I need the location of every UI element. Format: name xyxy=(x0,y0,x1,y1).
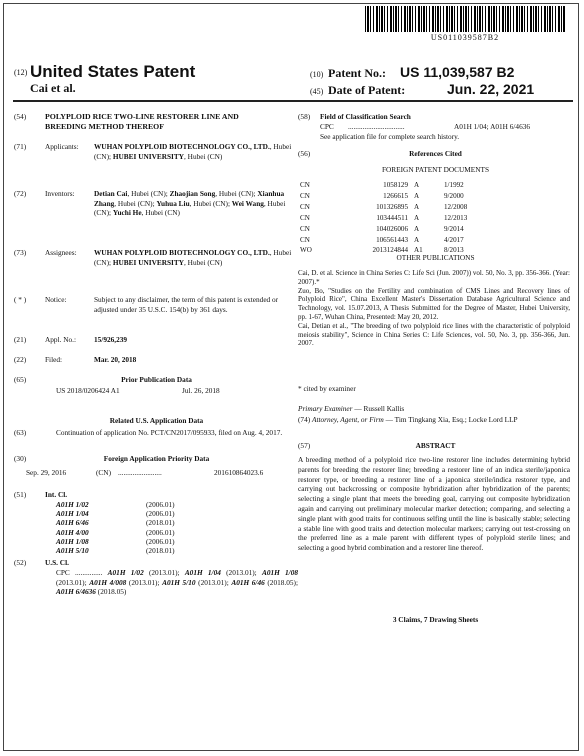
other-pubs-list xyxy=(298,269,573,384)
cpc-class: A01H 1/08 xyxy=(261,568,299,577)
appl-no-section xyxy=(14,335,299,355)
cpc-class: A01H 1/04 xyxy=(184,568,221,577)
intcl-list xyxy=(14,500,299,558)
assignee-1: WUHAN POLYPLOID BIOTECHNOLOGY CO., LTD. xyxy=(94,248,270,257)
foreign-title: Foreign Application Priority Data xyxy=(103,454,210,463)
foreign-doc-country: CN xyxy=(300,213,310,222)
intcl-code: (51) xyxy=(14,490,27,499)
foreign-doc-country: CN xyxy=(300,181,310,189)
header-code-12: (12) xyxy=(14,68,28,77)
foreign-docs-list xyxy=(298,179,573,253)
foreign-priority-heading xyxy=(14,454,299,468)
assignees-value xyxy=(94,248,299,267)
foreign-doc-number: 2013124844 xyxy=(372,246,408,255)
barcode-number: US011039587B2 xyxy=(430,33,500,42)
field-cpc-label: CPC xyxy=(320,122,334,131)
inventors-code: (72) xyxy=(14,189,27,198)
foreign-doc-row xyxy=(300,236,467,245)
attorney-label: Attorney, Agent, or Firm xyxy=(312,415,384,424)
inventor-location: , Hubei (CN) xyxy=(141,208,180,218)
header-code-10: (10) xyxy=(310,70,324,79)
notice-text: Subject to any disclaimer, the term of this patent is extended or adjusted under 35 U.S.C. 154(b) by 361 days. xyxy=(94,295,279,314)
related-code: (63) xyxy=(14,428,27,437)
related-title: Related U.S. Application Data xyxy=(109,416,204,425)
assignees-section xyxy=(14,248,299,295)
inventor-name: Yuchi He xyxy=(112,208,142,218)
appl-label: Appl. No.: xyxy=(45,335,77,344)
left-column xyxy=(14,112,299,608)
intcl-heading xyxy=(14,490,299,500)
foreign-doc-number: 1058129 xyxy=(383,181,408,189)
assignee-2: HUBEI UNIVERSITY xyxy=(112,257,185,267)
intcl-version: (2018.01) xyxy=(146,518,175,528)
examiner-name: — Russell Kallis xyxy=(352,404,405,413)
cpc-text xyxy=(56,568,298,597)
foreign-doc-date: 9/2000 xyxy=(444,191,464,200)
foreign-docs-heading xyxy=(298,165,573,179)
examiner-label: Primary Examiner xyxy=(298,404,353,413)
examiner-row xyxy=(298,404,573,415)
cpc-class: A01H 5/10 xyxy=(162,577,196,587)
field-cpc-row xyxy=(298,122,573,132)
other-pub-item: Cai, Detian et al., "The breeding of two polyploid rice lines with the characteristic of polyploid meiosis stability", Science in China Series C: Life Sciences, vol. 50, No. 3, pp. 356-366, Jun. 2007. xyxy=(298,321,570,348)
intcl-class: A01H 1/08 xyxy=(56,536,89,546)
abstract-text: A breeding method of a polyploid rice two-line restorer line includes determining hybrid parents for breeding the restorer line; breeding a restorer line of an indica sterile/japonica restorer type, or breeding a restorer line of a japonica sterile/indica restorer type, and carrying out backcrossing or composite hybridization after hybridization of the parents; selecting a single plant that meets the breeding goal, carrying out composite hybridization again and carrying out preliminary molecular marker detection; comparing, and selecting a single plant with good traits for continuous selfing until the line is basically stable; selecting a stable line with good traits and detection molecular markers; carrying out test-crossing on the preferred line as a male parent with different types of polyploid sterile lines; and selecting a good hybrid combination and a restorer line thereof. xyxy=(298,455,570,553)
attorney-row xyxy=(298,415,573,441)
related-section xyxy=(14,428,299,454)
foreign-date: Sep. 29, 2016 xyxy=(26,468,67,477)
related-heading xyxy=(14,416,299,428)
foreign-doc-date: 1/1992 xyxy=(444,181,464,189)
inventor-location: , Hubei (CN); xyxy=(114,198,157,208)
foreign-docs-table xyxy=(298,179,469,257)
foreign-doc-row xyxy=(300,181,467,190)
prior-pub-row xyxy=(14,386,299,416)
other-pubs-heading xyxy=(298,253,573,269)
cpc-version: (2013.01); xyxy=(195,577,232,587)
cpc-dots: ............... xyxy=(75,568,103,577)
patent-date: Jun. 22, 2021 xyxy=(447,81,535,97)
intcl-class: A01H 6/46 xyxy=(56,518,89,528)
uscl-code: (52) xyxy=(14,558,27,567)
notice-code: ( * ) xyxy=(14,295,27,304)
field-cpc-dots: ............................... xyxy=(348,122,405,131)
date-label: Date of Patent: xyxy=(328,83,406,97)
intcl-row xyxy=(56,546,175,555)
inventor-name: Wei Wang xyxy=(231,198,264,208)
abstract-section xyxy=(298,455,573,615)
abstract-title: ABSTRACT xyxy=(415,441,456,450)
foreign-doc-date: 4/2017 xyxy=(444,235,464,244)
intcl-version: (2006.01) xyxy=(146,500,175,509)
foreign-doc-row xyxy=(300,214,467,223)
field-heading xyxy=(298,112,573,122)
cpc-label: CPC xyxy=(56,568,70,577)
foreign-doc-row xyxy=(300,192,467,201)
intcl-class: A01H 1/04 xyxy=(56,509,89,519)
cpc-version: (2013.01); xyxy=(220,568,262,577)
attorney-name: — Tim Tingkang Xia, Esq.; Locke Lord LLP xyxy=(383,415,518,424)
prior-code: (65) xyxy=(14,375,27,384)
inventor-name: Zhaojian Song xyxy=(169,189,216,198)
refs-heading xyxy=(298,149,573,165)
foreign-doc-date: 9/2014 xyxy=(444,224,464,233)
related-text: Continuation of application No. PCT/CN2017/095933, filed on Aug. 4, 2017. xyxy=(56,428,283,437)
intcl-row xyxy=(56,500,175,509)
cited-by-row xyxy=(298,384,573,404)
title-section xyxy=(14,112,299,142)
foreign-doc-number: 106561443 xyxy=(376,235,408,244)
intcl-table xyxy=(56,500,175,555)
barcode xyxy=(365,6,565,32)
inventor-name: Xianhua Zhang xyxy=(94,189,285,208)
cpc-section xyxy=(14,568,299,608)
cpc-version: (2018.05); xyxy=(264,577,298,587)
inventor-short: Cai et al. xyxy=(30,81,76,95)
assignee-1-location: , Hubei (CN); xyxy=(94,248,292,267)
filed-label: Filed: xyxy=(45,355,63,364)
other-pub-item: Zuo, Bo, "Studies on the Fertility and combination of CMS Lines and Recovery lines of Polyploid Rice", China Excellent Master's Dissertation Database Agricultural Science and Technology, vol. 15.07.2013, A Thesis Submitted for the Degree of Master, Hubei University, pp. 1-67, Wuhan China, Presented: May 20, 2012. xyxy=(298,286,570,321)
patent-no-label: Patent No.: xyxy=(328,66,386,80)
foreign-doc-kind: A xyxy=(414,191,420,200)
foreign-number: 201610864023.6 xyxy=(214,468,264,477)
foreign-priority-row xyxy=(14,468,299,490)
intcl-title: Int. Cl. xyxy=(45,490,68,499)
foreign-doc-date: 12/2008 xyxy=(444,202,468,211)
field-see-row xyxy=(298,132,573,149)
applicants-code: (71) xyxy=(14,142,27,151)
header-code-45: (45) xyxy=(310,87,324,96)
header-rule xyxy=(13,100,573,102)
inventor-location: , Hubei (CN); xyxy=(215,189,258,198)
intcl-class: A01H 5/10 xyxy=(56,546,89,556)
foreign-doc-date: 8/2013 xyxy=(444,246,464,255)
foreign-doc-number: 101326895 xyxy=(376,202,408,211)
foreign-doc-kind: A xyxy=(414,224,420,233)
applicant-1-location: , Hubei (CN); xyxy=(94,142,292,161)
intcl-version: (2006.01) xyxy=(146,509,175,519)
appl-number: 15/926,239 xyxy=(94,335,128,344)
field-code: (58) xyxy=(298,112,311,121)
cpc-version: (2013.01); xyxy=(56,577,90,587)
right-column xyxy=(298,112,573,627)
inventor-location: , Hubei (CN); xyxy=(127,189,170,198)
foreign-doc-country: CN xyxy=(300,191,310,200)
foreign-doc-kind: A xyxy=(414,181,420,189)
applicants-section xyxy=(14,142,299,189)
inventors-label: Inventors: xyxy=(45,189,75,198)
foreign-doc-date: 12/2013 xyxy=(444,213,468,222)
uscl-title: U.S. Cl. xyxy=(45,558,69,567)
intcl-class: A01H 1/02 xyxy=(56,500,89,509)
cpc-class: A01H 6/4636 xyxy=(56,587,96,597)
filed-code: (22) xyxy=(14,355,27,364)
applicant-2-location: , Hubei (CN) xyxy=(184,151,223,161)
foreign-doc-country: CN xyxy=(300,224,310,233)
foreign-doc-row xyxy=(300,225,467,234)
foreign-doc-country: CN xyxy=(300,235,310,244)
prior-pub-number: US 2018/0206424 A1 xyxy=(56,386,120,395)
applicant-2: HUBEI UNIVERSITY xyxy=(112,151,185,161)
foreign-docs-title: FOREIGN PATENT DOCUMENTS xyxy=(381,165,490,174)
applicant-1: WUHAN POLYPLOID BIOTECHNOLOGY CO., LTD. xyxy=(94,142,270,151)
claims-row xyxy=(298,615,573,627)
inventor-location: , Hubei (CN); xyxy=(189,198,232,208)
title-code: (54) xyxy=(14,112,27,121)
refs-code: (56) xyxy=(298,149,311,158)
intcl-row xyxy=(56,509,175,518)
abstract-code: (57) xyxy=(298,441,311,450)
intcl-version: (2006.01) xyxy=(146,527,175,537)
assignees-label: Assignees: xyxy=(45,248,77,257)
field-see: See application file for complete search history. xyxy=(320,132,460,141)
inventor-name: Detian Cai xyxy=(94,189,128,198)
document-type: United States Patent xyxy=(30,62,196,81)
foreign-doc-kind: A1 xyxy=(414,246,423,255)
uscl-heading xyxy=(14,558,299,568)
cpc-class: A01H 6/46 xyxy=(231,577,265,587)
applicants-label: Applicants: xyxy=(45,142,79,151)
assignees-code: (73) xyxy=(14,248,27,257)
intcl-row xyxy=(56,537,175,546)
foreign-doc-number: 1266615 xyxy=(383,191,408,200)
notice-section xyxy=(14,295,299,335)
cpc-class: A01H 4/008 xyxy=(89,577,127,587)
other-pubs-text xyxy=(298,269,570,348)
abstract-heading xyxy=(298,441,573,455)
cpc-version: (2013.01); xyxy=(143,568,185,577)
applicants-value xyxy=(94,142,299,161)
cpc-version: (2013.01); xyxy=(126,577,163,587)
patent-title: POLYPLOID RICE TWO-LINE RESTORER LINE AND BREEDING METHOD THEREOF xyxy=(45,112,239,131)
foreign-country: (CN) xyxy=(96,468,111,477)
field-title: Field of Classification Search xyxy=(320,112,411,121)
claims-summary: 3 Claims, 7 Drawing Sheets xyxy=(392,615,479,624)
intcl-row xyxy=(56,518,175,527)
filed-date: Mar. 20, 2018 xyxy=(94,355,137,364)
prior-title: Prior Publication Data xyxy=(121,375,192,384)
foreign-doc-country: WO xyxy=(300,246,312,255)
appl-code: (21) xyxy=(14,335,27,344)
other-pub-item: Cai, D. et al. Science in China Series C: Life Sci (Jun. 2007)) vol. 50, No. 3, pp. 356-366. (Year: 2007).* xyxy=(298,269,570,286)
prior-pub-date: Jul. 26, 2018 xyxy=(182,386,220,395)
cpc-version: (2018.05) xyxy=(95,587,127,597)
assignee-2-location: , Hubei (CN) xyxy=(184,257,223,267)
other-pubs-title: OTHER PUBLICATIONS xyxy=(396,253,475,262)
foreign-doc-country: CN xyxy=(300,202,310,211)
foreign-doc-number: 103444511 xyxy=(376,213,408,222)
inventor-location: , Hubei (CN); xyxy=(94,198,286,218)
cited-by: * cited by examiner xyxy=(298,384,356,393)
intcl-class: A01H 4/00 xyxy=(56,527,89,537)
inventors-section xyxy=(14,189,299,248)
foreign-dots: ........................ xyxy=(118,468,162,477)
attorney-code: (74) xyxy=(298,415,311,424)
foreign-doc-row xyxy=(300,203,467,212)
intcl-row xyxy=(56,528,175,537)
foreign-doc-kind: A xyxy=(414,235,420,244)
filed-section xyxy=(14,355,299,375)
foreign-doc-kind: A xyxy=(414,213,420,222)
refs-title: References Cited xyxy=(409,149,462,158)
foreign-doc-kind: A xyxy=(414,202,420,211)
inventors-value xyxy=(94,189,299,218)
intcl-version: (2018.01) xyxy=(146,546,175,556)
inventor-name: Yuhua Liu xyxy=(156,198,190,208)
notice-label: Notice: xyxy=(45,295,67,304)
cpc-class: A01H 1/02 xyxy=(107,568,144,577)
field-cpc-value: A01H 1/04; A01H 6/4636 xyxy=(454,122,531,131)
foreign-code: (30) xyxy=(14,454,27,463)
prior-pub-heading xyxy=(14,375,299,386)
intcl-version: (2006.01) xyxy=(146,536,175,546)
patent-number: US 11,039,587 B2 xyxy=(400,64,515,80)
foreign-doc-number: 104026006 xyxy=(376,224,408,233)
